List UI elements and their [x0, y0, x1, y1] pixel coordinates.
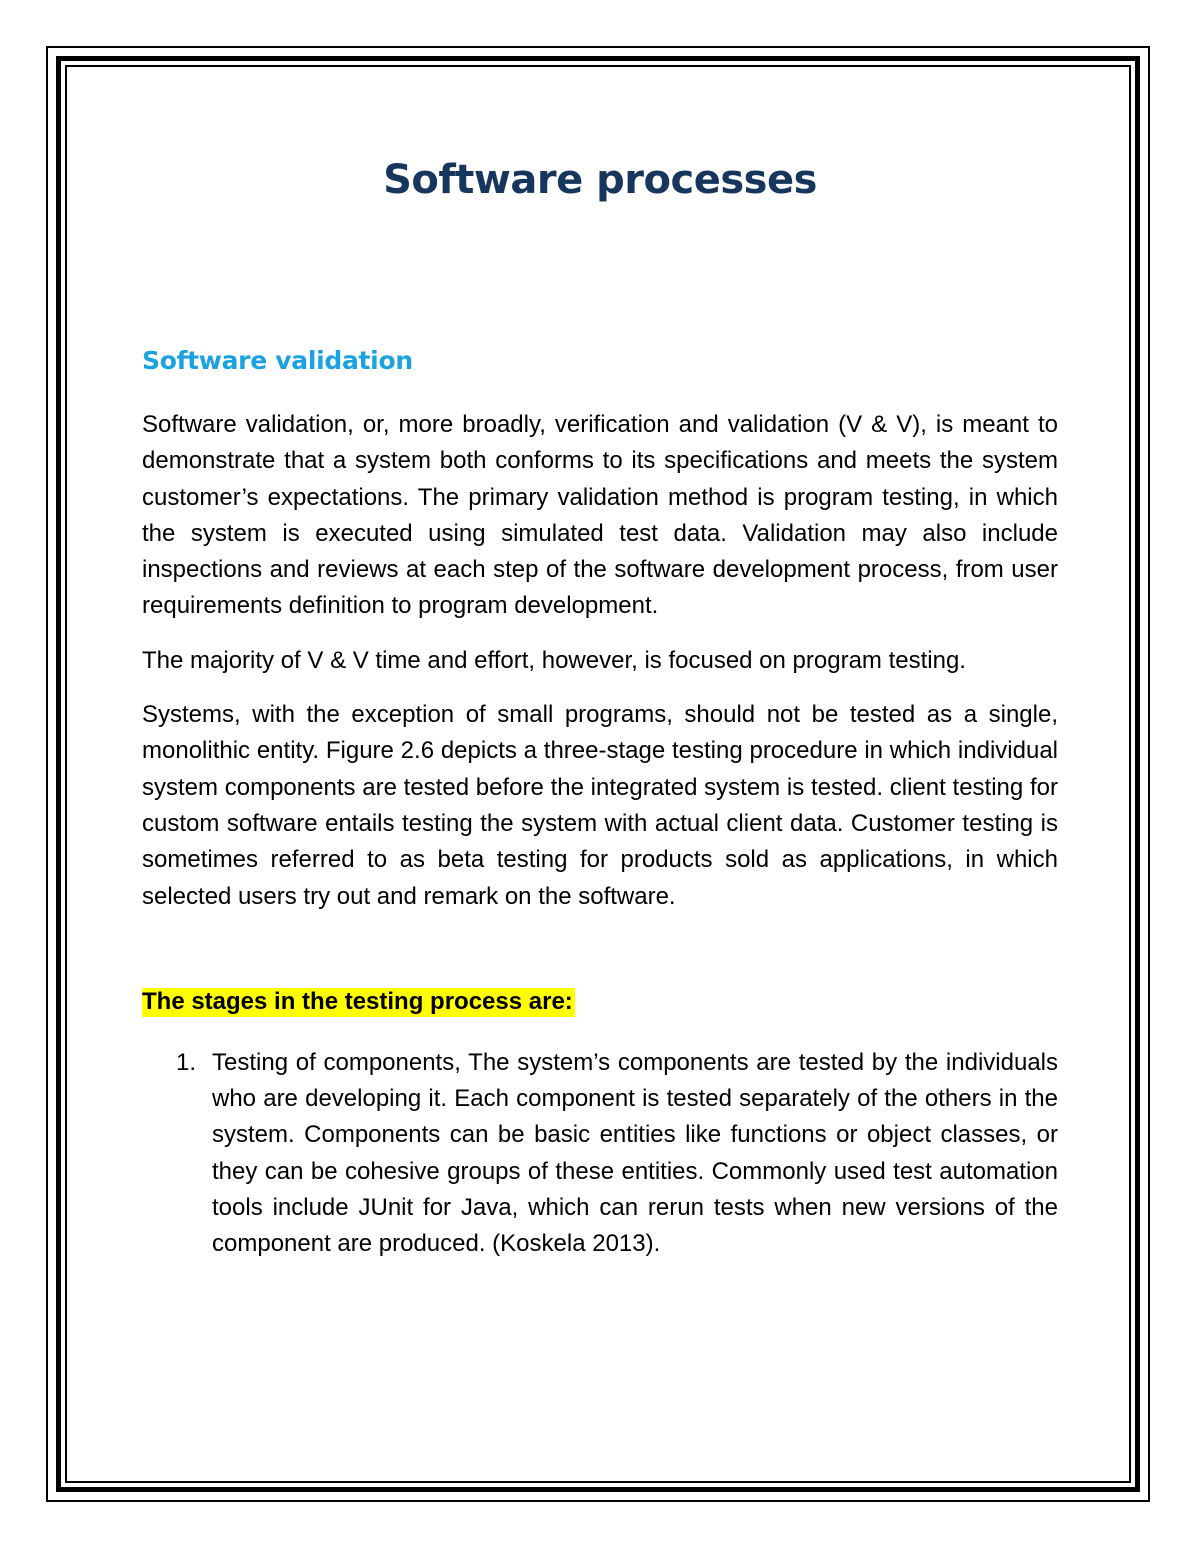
page-title: Software processes — [383, 157, 817, 203]
stages-heading-text: The stages in the testing process are: — [142, 987, 573, 1015]
list-item — [142, 1045, 1058, 1263]
list-item-number: 1. — [176, 1048, 197, 1076]
section-heading: Software validation — [142, 346, 413, 375]
list-item-text: Testing of components, The system’s components are tested by the individuals who are developing it. Each component is tested separately of the others in the system. Components can be basic entities like functions or object classes, or they can be cohesive groups of these entities. Commonly used test automation tools include JUnit for Java, which can rerun tests when new versions of the component are produced. (Koskela 2013). — [212, 1048, 1058, 1258]
stage-list — [142, 1045, 1058, 1263]
stages-heading — [142, 987, 1058, 1017]
document-body — [142, 150, 1058, 1263]
paragraph-testing-stages: Systems, with the exception of small programs, should not be tested as a single, monolithic entity. Figure 2.6 depicts a three-stage testing procedure in which individual system components are tested before the integrated system is tested. client testing for custom software entails testing the system with actual client data. Customer testing is sometimes referred to as beta testing for products sold as applications, in which selected users try out and remark on the software. — [142, 701, 1058, 910]
paragraph-vv-effort: The majority of V & V time and effort, however, is focused on program testing. — [142, 646, 966, 674]
paragraph-validation-intro: Software validation, or, more broadly, verification and validation (V & V), is meant to demonstrate that a system both conforms to its specifications and meets the system customer’s expectations. The primary validation method is program testing, in which the system is executed using simulated test data. Validation may also include inspections and reviews at each step of the software development process, from user requirements definition to program development. — [142, 411, 1058, 620]
